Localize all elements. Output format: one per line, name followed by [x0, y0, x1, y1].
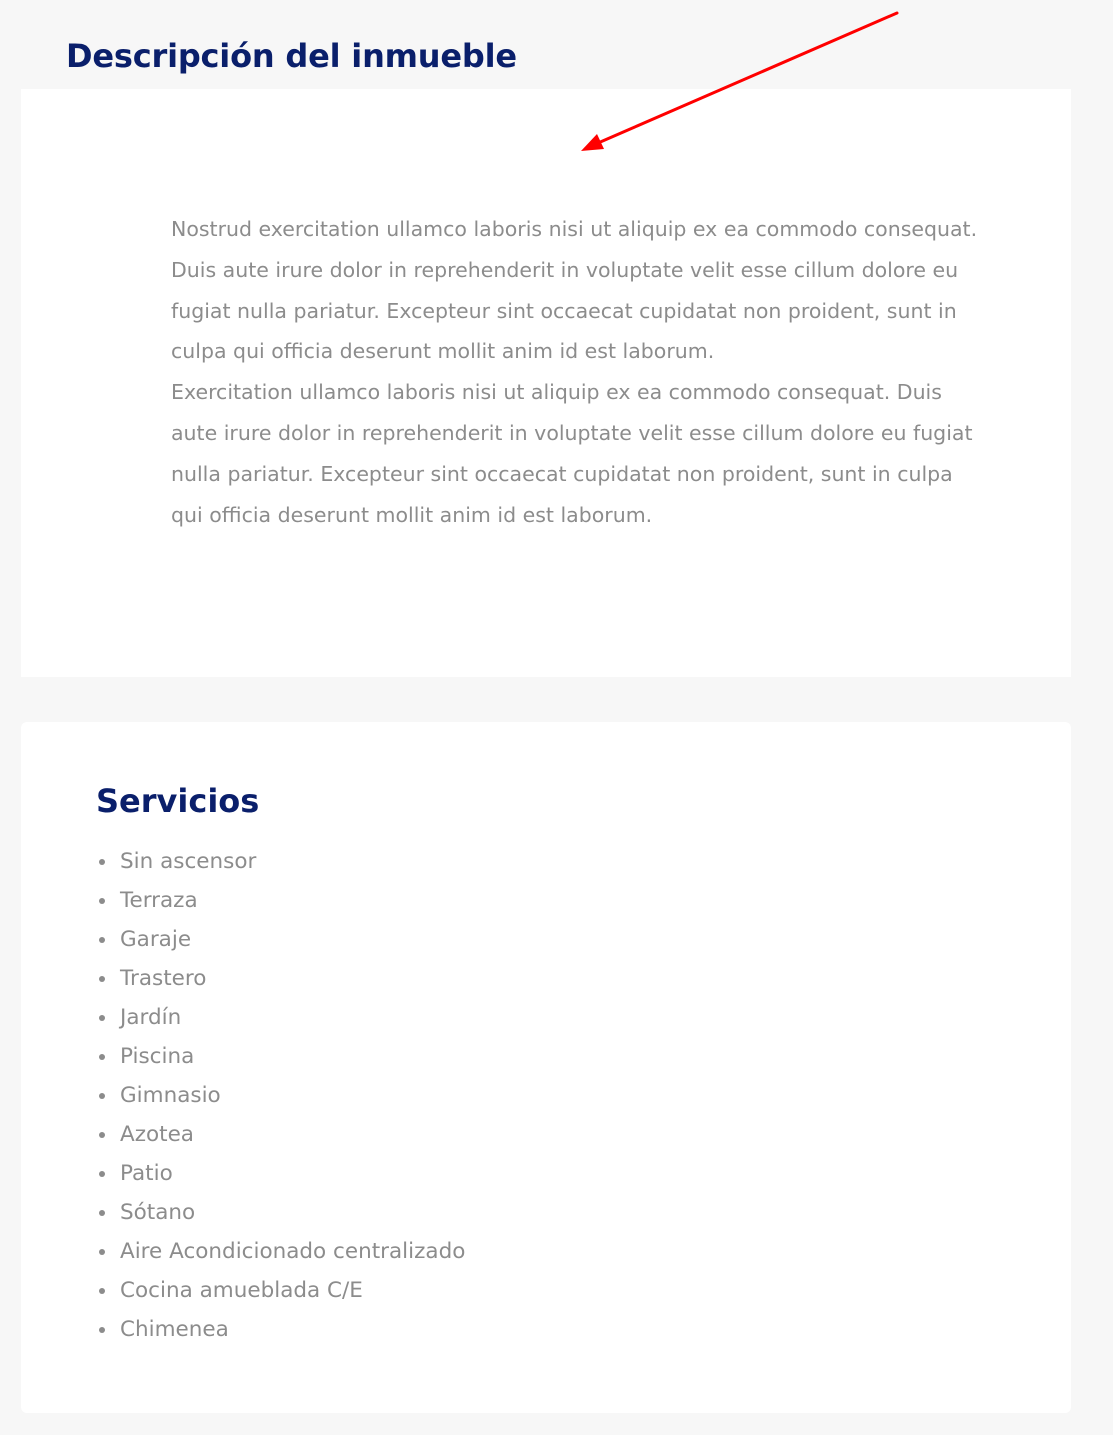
service-item: [96, 959, 465, 998]
description-card: [21, 89, 1071, 677]
bullet-icon: [99, 1249, 105, 1255]
bullet-icon: [99, 937, 105, 943]
bullet-icon: [99, 1171, 105, 1177]
page-title: Descripción del inmueble: [66, 37, 517, 75]
bullet-icon: [99, 1210, 105, 1216]
service-item: [96, 920, 465, 959]
service-label: Azotea: [120, 1122, 194, 1147]
service-item: [96, 881, 465, 920]
service-label: Cocina amueblada C/E: [120, 1278, 363, 1303]
service-item: [96, 1154, 465, 1193]
service-label: Trastero: [120, 966, 207, 991]
bullet-icon: [99, 1015, 105, 1021]
service-item: [96, 1193, 465, 1232]
service-label: Garaje: [120, 927, 192, 952]
service-label: Sin ascensor: [120, 849, 257, 874]
service-item: [96, 1037, 465, 1076]
description-text: [171, 209, 981, 535]
service-label: Terraza: [120, 888, 198, 913]
bullet-icon: [99, 1288, 105, 1294]
services-card: [21, 722, 1071, 1413]
service-label: Piscina: [120, 1044, 195, 1069]
service-label: Aire Acondicionado centralizado: [120, 1239, 466, 1264]
bullet-icon: [99, 1093, 105, 1099]
bullet-icon: [99, 859, 105, 865]
bullet-icon: [99, 1132, 105, 1138]
service-item: [96, 1115, 465, 1154]
services-list: [96, 842, 465, 1349]
services-title: Servicios: [96, 782, 260, 820]
service-label: Gimnasio: [120, 1083, 221, 1108]
service-item: [96, 998, 465, 1037]
service-item: [96, 1076, 465, 1115]
bullet-icon: [99, 898, 105, 904]
service-item: [96, 1310, 465, 1349]
service-item: [96, 1271, 465, 1310]
bullet-icon: [99, 1327, 105, 1333]
service-label: Patio: [120, 1161, 173, 1186]
service-item: [96, 842, 465, 881]
service-label: Chimenea: [120, 1317, 229, 1342]
service-item: [96, 1232, 465, 1271]
bullet-icon: [99, 1054, 105, 1060]
service-label: Sótano: [120, 1200, 196, 1225]
service-label: Jardín: [120, 1005, 182, 1030]
bullet-icon: [99, 976, 105, 982]
description-paragraph: Nostrud exercitation ullamco laboris nisi ut aliquip ex ea commodo consequat. Duis aute irure dolor in reprehenderit in voluptate velit esse cillum dolore eu fugiat nulla pariatur. Excepteur sint occaecat cupidatat non proident, sunt in culpa qui officia deserunt mollit anim id est laborum.: [171, 217, 978, 364]
description-paragraph: Exercitation ullamco laboris nisi ut aliquip ex ea commodo consequat. Duis aute irure dolor in reprehenderit in voluptate velit esse cillum dolore eu fugiat nulla pariatur. Excepteur sint occaecat cupidatat non proident, sunt in culpa qui officia deserunt mollit anim id est laborum.: [171, 380, 973, 527]
